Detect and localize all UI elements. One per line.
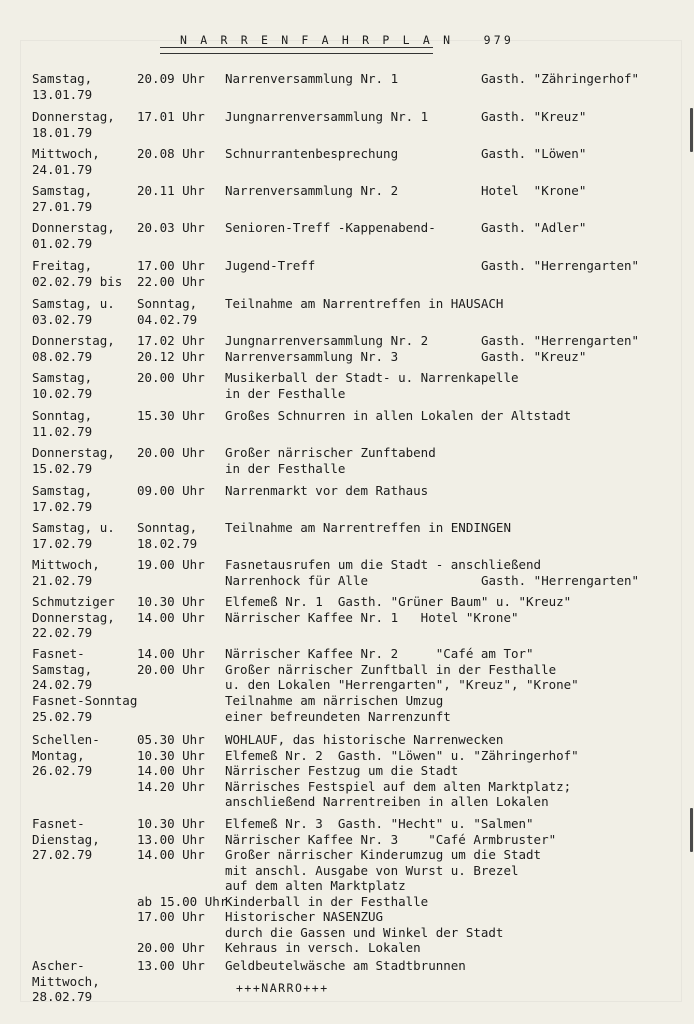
schedule-line — [0, 109, 694, 125]
event-time: 20.12 Uhr — [137, 348, 205, 364]
schedule-line — [0, 87, 694, 103]
schedule-line — [0, 499, 694, 515]
event-day: Donnerstag, — [32, 220, 115, 235]
event-day: Fasnet- — [32, 646, 85, 661]
schedule-line — [0, 925, 694, 941]
schedule-line — [0, 816, 694, 832]
event-description: Großes Schnurren in allen Lokalen der Altstadt — [225, 408, 572, 423]
event-time: 14.00 Uhr — [137, 763, 205, 778]
event-day: 03.02.79 — [32, 311, 93, 327]
schedule-line — [0, 989, 694, 1005]
event-day: Donnerstag, — [32, 333, 115, 348]
event-time: 20.09 Uhr — [137, 71, 205, 86]
event-day: Samstag, — [32, 483, 93, 498]
event-day: 18.01.79 — [32, 124, 93, 140]
event-day: Donnerstag, — [32, 609, 115, 625]
schedule-line — [0, 312, 694, 328]
event-time: Sonntag, — [137, 520, 198, 535]
schedule-line — [0, 424, 694, 440]
event-time: Sonntag, — [137, 296, 198, 311]
schedule-entry — [0, 732, 694, 810]
schedule-line — [0, 709, 694, 725]
schedule-entry — [0, 408, 694, 439]
schedule-line — [0, 386, 694, 402]
event-day: 27.02.79 — [32, 847, 93, 862]
schedule-line — [0, 732, 694, 748]
event-description: Jungnarrenversammlung Nr. 2 — [225, 333, 429, 348]
event-day: Donnerstag, — [32, 109, 115, 124]
schedule-entry — [0, 445, 694, 476]
schedule-line — [0, 878, 694, 894]
event-description: Fasnetausrufen um die Stadt - anschließend — [225, 557, 542, 572]
event-description: Elfemeß Nr. 3 Gasth. "Hecht" u. "Salmen" — [225, 816, 534, 831]
event-description: Närrischer Festzug um die Stadt — [225, 763, 459, 778]
event-description: Närrischer Kaffee Nr. 3 "Café Armbruster" — [225, 831, 557, 847]
schedule-entry — [0, 693, 694, 724]
event-description: Narrenversammlung Nr. 2 — [225, 183, 399, 198]
schedule-line — [0, 333, 694, 349]
event-day: 15.02.79 — [32, 460, 93, 476]
event-day: Samstag, — [32, 71, 93, 86]
schedule-line — [0, 461, 694, 477]
schedule-line — [0, 693, 694, 709]
event-venue: Gasth. "Herrengarten" — [481, 258, 640, 273]
event-description: einer befreundeten Narrenzunft — [225, 708, 451, 724]
event-venue: Gasth. "Kreuz" — [481, 348, 587, 364]
schedule-line — [0, 258, 694, 274]
event-description: Jungnarrenversammlung Nr. 1 — [225, 109, 429, 124]
event-day: 02.02.79 bis — [32, 273, 123, 289]
schedule-line — [0, 199, 694, 215]
schedule-line — [0, 677, 694, 693]
event-day: Freitag, — [32, 258, 93, 273]
event-time: 20.00 Uhr — [137, 445, 205, 460]
event-venue: Hotel "Krone" — [481, 183, 587, 198]
event-day: 11.02.79 — [32, 423, 93, 439]
schedule-line — [0, 974, 694, 990]
event-time: 17.00 Uhr — [137, 258, 205, 273]
event-time: 20.00 Uhr — [137, 940, 205, 955]
schedule-line — [0, 909, 694, 925]
schedule-line — [0, 146, 694, 162]
event-day: 17.02.79 — [32, 535, 93, 551]
schedule-line — [0, 662, 694, 678]
event-time: 09.00 Uhr — [137, 483, 205, 498]
event-time: 14.00 Uhr — [137, 609, 205, 625]
event-description: Senioren-Treff -Kappenabend- — [225, 220, 436, 235]
event-time: 20.03 Uhr — [137, 220, 205, 235]
event-description: Teilnahme am Narrentreffen in HAUSACH — [225, 296, 504, 311]
schedule-line — [0, 445, 694, 461]
event-time: 14.00 Uhr — [137, 847, 205, 862]
event-day: 17.02.79 — [32, 498, 93, 514]
event-description: Narrenhock für Alle — [225, 572, 368, 588]
event-time: 14.00 Uhr — [137, 646, 205, 661]
event-description: in der Festhalle — [225, 460, 346, 476]
schedule-line — [0, 370, 694, 386]
event-description: Großer närrischer Kinderumzug um die Stadt — [225, 847, 542, 862]
schedule-line — [0, 349, 694, 365]
event-day: Dienstag, — [32, 831, 100, 847]
event-day: Schellen- — [32, 732, 100, 747]
event-day: Montag, — [32, 747, 85, 763]
schedule-line — [0, 794, 694, 810]
schedule-line — [0, 520, 694, 536]
schedule-line — [0, 220, 694, 236]
schedule-entry — [0, 71, 694, 102]
schedule-line — [0, 958, 694, 974]
event-time: 18.02.79 — [137, 535, 198, 551]
event-time: 10.30 Uhr — [137, 816, 205, 831]
event-time: 10.30 Uhr — [137, 747, 205, 763]
event-day: 13.01.79 — [32, 86, 93, 102]
schedule-entry — [0, 146, 694, 177]
schedule-entry — [0, 258, 694, 289]
schedule-line — [0, 763, 694, 779]
schedule-line — [0, 748, 694, 764]
event-day: Mittwoch, — [32, 973, 100, 989]
event-description: anschließend Narrentreiben in allen Lokalen — [225, 794, 549, 809]
event-day: Samstag, — [32, 183, 93, 198]
event-time: 20.08 Uhr — [137, 146, 205, 161]
event-time: ab 15.00 Uhr — [137, 893, 228, 909]
schedule-line — [0, 274, 694, 290]
schedule-line — [0, 125, 694, 141]
schedule-line — [0, 625, 694, 641]
schedule-entry — [0, 557, 694, 588]
event-day: Ascher- — [32, 958, 85, 973]
event-description: Närrischer Kaffee Nr. 2 "Café am Tor" — [225, 646, 534, 661]
event-day: 28.02.79 — [32, 989, 93, 1004]
schedule-line — [0, 832, 694, 848]
event-day: Samstag, u. — [32, 296, 115, 311]
event-day: Sonntag, — [32, 408, 93, 423]
event-description: WOHLAUF, das historische Narrenwecken — [225, 732, 504, 747]
event-day: 24.02.79 — [32, 677, 93, 692]
schedule-line — [0, 296, 694, 312]
event-time: 05.30 Uhr — [137, 732, 205, 747]
title-underline — [160, 47, 433, 54]
schedule-entry — [0, 646, 694, 693]
event-description: Elfemeß Nr. 2 Gasth. "Löwen" u. "Zähringerhof" — [225, 747, 579, 763]
event-time: 04.02.79 — [137, 311, 198, 327]
schedule-entry — [0, 594, 694, 641]
event-day: Mittwoch, — [32, 557, 100, 572]
event-description: Teilnahme am Narrentreffen in ENDINGEN — [225, 520, 511, 535]
event-description: Kinderball in der Festhalle — [225, 893, 429, 909]
event-time: 15.30 Uhr — [137, 408, 205, 423]
schedule-line — [0, 408, 694, 424]
schedule-entry — [0, 483, 694, 514]
schedule-line — [0, 536, 694, 552]
schedule-line — [0, 71, 694, 87]
event-description: Elfemeß Nr. 1 Gasth. "Grüner Baum" u. "Kreuz" — [225, 594, 572, 609]
event-description: Narrenversammlung Nr. 3 — [225, 348, 399, 364]
event-description: durch die Gassen und Winkel der Stadt — [225, 924, 504, 940]
footer-narro: +++NARRO+++ — [236, 981, 329, 995]
event-day: 25.02.79 — [32, 708, 93, 724]
event-description: Historischer NASENZUG — [225, 909, 384, 924]
event-time: 13.00 Uhr — [137, 958, 205, 973]
event-day: 24.01.79 — [32, 161, 93, 177]
event-description: Närrischer Kaffee Nr. 1 Hotel "Krone" — [225, 609, 519, 625]
event-venue: Gasth. "Kreuz" — [481, 109, 587, 124]
event-time: 20.00 Uhr — [137, 661, 205, 677]
schedule-entry — [0, 109, 694, 140]
event-venue: Gasth. "Herrengarten" — [481, 333, 640, 348]
event-description: Närrisches Festspiel auf dem alten Marktplatz; — [225, 778, 572, 794]
schedule-line — [0, 863, 694, 879]
schedule-line — [0, 594, 694, 610]
schedule-entry — [0, 816, 694, 956]
schedule-line — [0, 557, 694, 573]
event-day: 08.02.79 — [32, 348, 93, 364]
event-day: Mittwoch, — [32, 146, 100, 161]
event-description: Teilnahme am närrischen Umzug — [225, 693, 444, 708]
event-time: 17.00 Uhr — [137, 909, 205, 924]
event-description: Großer närrischer Zunftabend — [225, 445, 436, 460]
event-day: Schmutziger — [32, 594, 115, 609]
event-day: Samstag, — [32, 661, 93, 677]
event-day: Samstag, u. — [32, 520, 115, 535]
event-description: Schnurrantenbesprechung — [225, 146, 399, 161]
schedule-line — [0, 940, 694, 956]
schedule-line — [0, 162, 694, 178]
event-time: 14.20 Uhr — [137, 778, 205, 794]
event-description: Großer närrischer Zunftball in der Festhalle — [225, 661, 557, 677]
schedule-line — [0, 610, 694, 626]
event-time: 17.02 Uhr — [137, 333, 205, 348]
event-venue: Gasth. "Löwen" — [481, 146, 587, 161]
page-title: N A R R E N F A H R P L A N 979 — [179, 33, 515, 47]
schedule-line — [0, 894, 694, 910]
event-time: 22.00 Uhr — [137, 273, 205, 289]
schedule-line — [0, 236, 694, 252]
event-description: Narrenversammlung Nr. 1 — [225, 71, 399, 86]
event-description: Geldbeutelwäsche am Stadtbrunnen — [225, 958, 466, 973]
event-description: mit anschl. Ausgabe von Wurst u. Brezel — [225, 862, 519, 878]
event-venue: Gasth. "Adler" — [481, 220, 587, 235]
schedule-entry — [0, 183, 694, 214]
event-time: 10.30 Uhr — [137, 594, 205, 609]
event-description: auf dem alten Marktplatz — [225, 878, 406, 893]
schedule-entry — [0, 520, 694, 551]
schedule-line — [0, 573, 694, 589]
event-time: 20.11 Uhr — [137, 183, 205, 198]
event-time: 17.01 Uhr — [137, 109, 205, 124]
schedule-line — [0, 483, 694, 499]
event-day: Donnerstag, — [32, 445, 115, 460]
event-day: Fasnet- — [32, 816, 85, 831]
event-venue: Gasth. "Herrengarten" — [481, 572, 640, 588]
event-venue: Gasth. "Zähringerhof" — [481, 71, 640, 86]
schedule-entry — [0, 958, 694, 1005]
event-day: 10.02.79 — [32, 385, 93, 401]
schedule-entry — [0, 370, 694, 401]
schedule-line — [0, 646, 694, 662]
schedule-entry — [0, 220, 694, 251]
schedule-line — [0, 847, 694, 863]
event-day: 21.02.79 — [32, 572, 93, 588]
event-day: 22.02.79 — [32, 625, 93, 640]
event-description: u. den Lokalen "Herrengarten", "Kreuz", "Krone" — [225, 677, 579, 692]
schedule-entry — [0, 296, 694, 327]
event-time: 19.00 Uhr — [137, 557, 205, 572]
schedule-entry — [0, 333, 694, 364]
event-day: Samstag, — [32, 370, 93, 385]
schedule-line — [0, 183, 694, 199]
event-day: 01.02.79 — [32, 235, 93, 251]
event-description: Musikerball der Stadt- u. Narrenkapelle — [225, 370, 519, 385]
event-time: 20.00 Uhr — [137, 370, 205, 385]
schedule-line — [0, 779, 694, 795]
event-description: in der Festhalle — [225, 385, 346, 401]
event-day: 27.01.79 — [32, 198, 93, 214]
event-description: Narrenmarkt vor dem Rathaus — [225, 483, 429, 498]
event-description: Jugend-Treff — [225, 258, 316, 273]
event-time: 13.00 Uhr — [137, 831, 205, 847]
event-day: Fasnet-Sonntag — [32, 693, 138, 708]
event-day: 26.02.79 — [32, 763, 93, 778]
event-description: Kehraus in versch. Lokalen — [225, 940, 421, 955]
